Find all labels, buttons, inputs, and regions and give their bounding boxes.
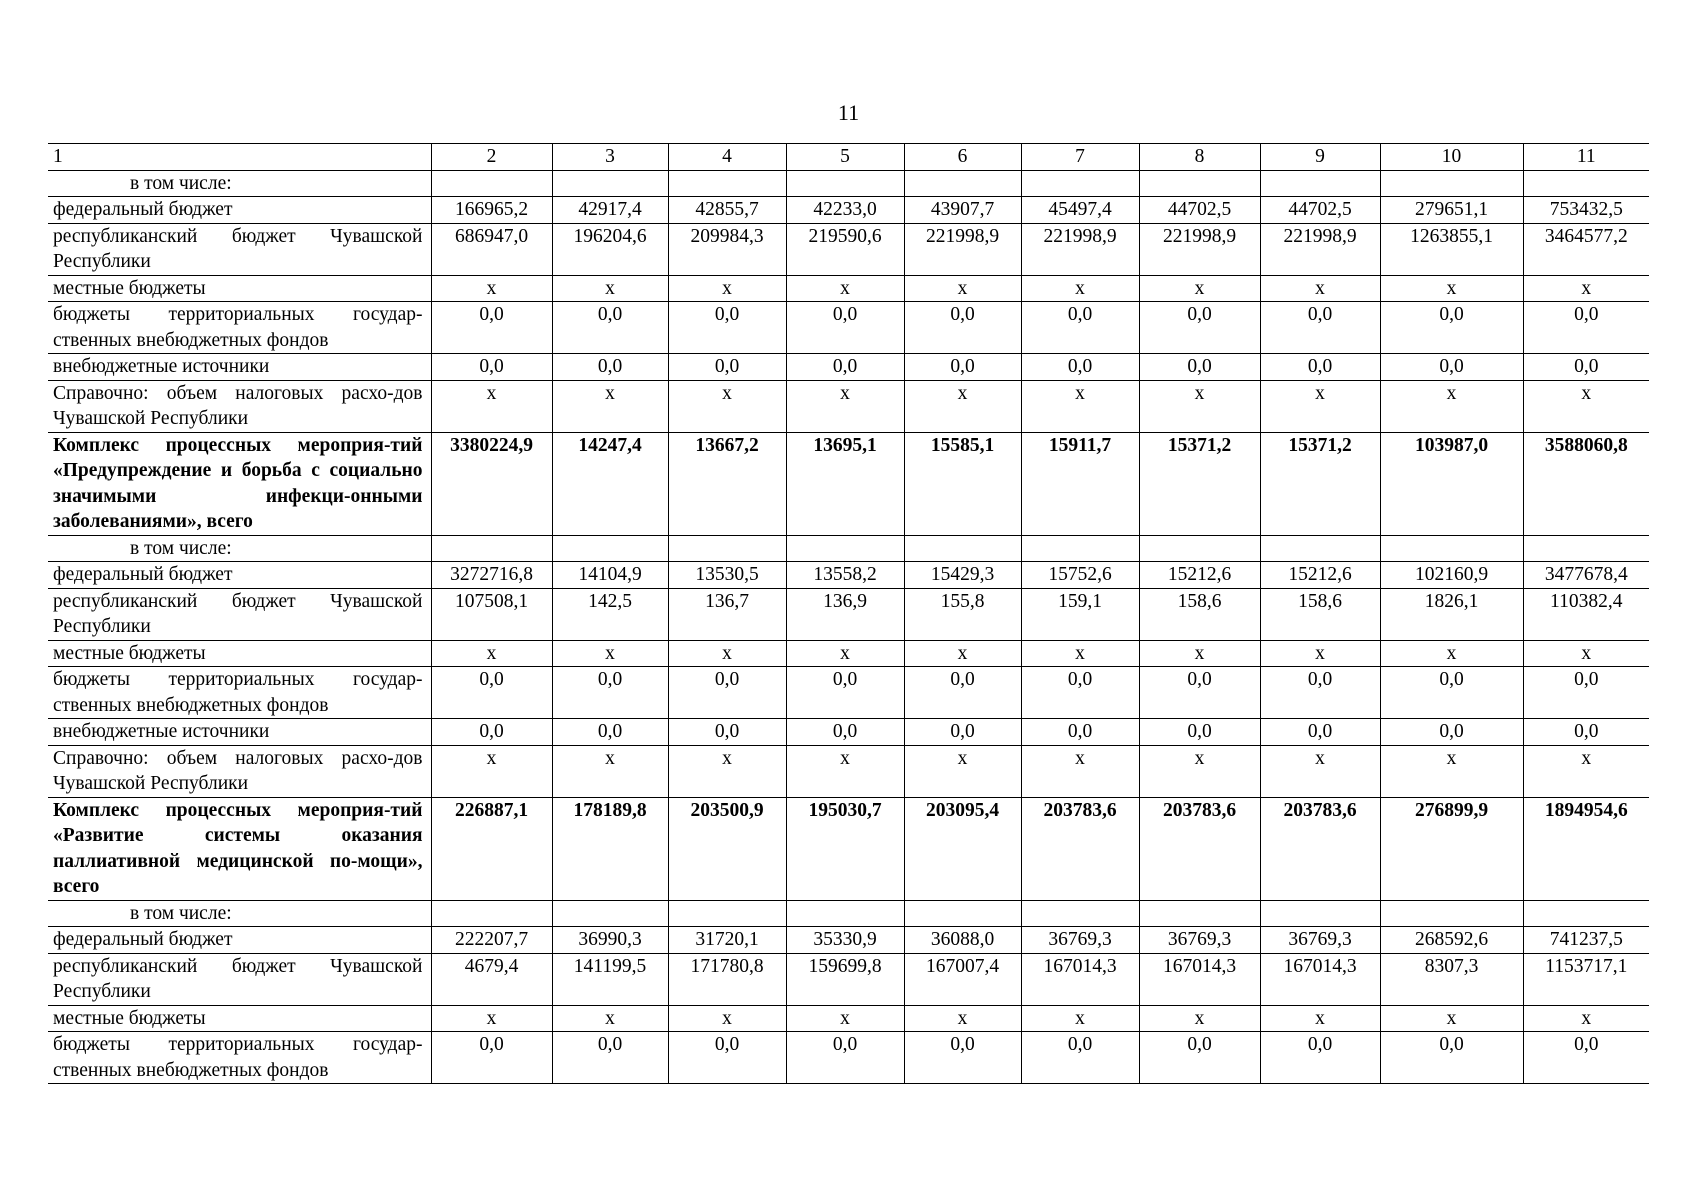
value-cell: 0,0 [786,667,904,719]
value-cell: 0,0 [1380,667,1523,719]
value-cell: x [1139,1005,1260,1032]
row-label: федеральный бюджет [48,197,431,224]
value-cell: 0,0 [1380,302,1523,354]
value-cell [786,900,904,927]
value-cell: x [786,640,904,667]
value-cell: 136,7 [668,588,786,640]
value-cell [1380,900,1523,927]
value-cell [1139,170,1260,197]
value-cell: 0,0 [1021,1032,1139,1084]
value-cell: 0,0 [552,667,668,719]
table-row [48,927,1649,954]
value-cell: x [1260,380,1380,432]
value-cell [1523,170,1649,197]
value-cell: x [904,380,1021,432]
value-cell: 0,0 [1523,1032,1649,1084]
value-cell: 107508,1 [431,588,552,640]
value-cell: 203783,6 [1260,797,1380,900]
table-body [48,170,1649,1084]
value-cell: 0,0 [1523,354,1649,381]
column-header: 10 [1380,144,1523,171]
value-cell: 142,5 [552,588,668,640]
value-cell: 171780,8 [668,953,786,1005]
value-cell: x [1523,380,1649,432]
column-header: 4 [668,144,786,171]
value-cell: x [668,275,786,302]
value-cell: x [904,745,1021,797]
value-cell: 0,0 [904,719,1021,746]
value-cell [552,900,668,927]
value-cell: x [668,1005,786,1032]
table-row [48,667,1649,719]
value-cell: 1894954,6 [1523,797,1649,900]
row-label: местные бюджеты [48,640,431,667]
value-cell: 103987,0 [1380,432,1523,535]
value-cell: 203783,6 [1139,797,1260,900]
column-header: 6 [904,144,1021,171]
table-row [48,275,1649,302]
value-cell: 0,0 [552,354,668,381]
value-cell: x [1523,275,1649,302]
value-cell: 166965,2 [431,197,552,224]
row-label: республиканский бюджет Чувашской Республики [48,953,431,1005]
value-cell: 15585,1 [904,432,1021,535]
value-cell [1380,535,1523,562]
value-cell: 0,0 [786,302,904,354]
total-row [48,432,1649,535]
value-cell: 178189,8 [552,797,668,900]
value-cell: 0,0 [1260,667,1380,719]
value-cell [1021,170,1139,197]
row-label: Комплекс процессных мероприя-тий «Развитие системы оказания паллиативной медицинской по-мощи», всего [48,797,431,900]
value-cell: 45497,4 [1021,197,1139,224]
table-row [48,223,1649,275]
column-header: 1 [48,144,431,171]
budget-table [48,143,1649,1084]
value-cell: x [786,275,904,302]
value-cell: 8307,3 [1380,953,1523,1005]
value-cell: x [1380,380,1523,432]
value-cell [1523,900,1649,927]
value-cell: 159,1 [1021,588,1139,640]
value-cell: x [552,1005,668,1032]
value-cell: 0,0 [1380,1032,1523,1084]
value-cell: 15429,3 [904,562,1021,589]
value-cell: x [786,380,904,432]
value-cell: 0,0 [904,354,1021,381]
row-label: в том числе: [48,170,431,197]
value-cell: 36990,3 [552,927,668,954]
subheading-row [48,900,1649,927]
value-cell [1260,170,1380,197]
value-cell [904,170,1021,197]
table-row [48,588,1649,640]
value-cell: 219590,6 [786,223,904,275]
value-cell: 158,6 [1260,588,1380,640]
value-cell: 167014,3 [1021,953,1139,1005]
value-cell [1021,900,1139,927]
value-cell: 3464577,2 [1523,223,1649,275]
value-cell: 195030,7 [786,797,904,900]
value-cell [1021,535,1139,562]
table-row [48,640,1649,667]
value-cell: 102160,9 [1380,562,1523,589]
value-cell: 0,0 [1260,1032,1380,1084]
value-cell: 136,9 [786,588,904,640]
value-cell: 3380224,9 [431,432,552,535]
value-cell: 158,6 [1139,588,1260,640]
row-label: республиканский бюджет Чувашской Республики [48,223,431,275]
value-cell: 0,0 [786,719,904,746]
value-cell: 36769,3 [1260,927,1380,954]
value-cell: x [1139,380,1260,432]
value-cell [668,170,786,197]
value-cell: 221998,9 [1139,223,1260,275]
row-label: федеральный бюджет [48,562,431,589]
row-label: местные бюджеты [48,1005,431,1032]
value-cell: x [1139,745,1260,797]
value-cell: x [1260,640,1380,667]
value-cell: 13667,2 [668,432,786,535]
value-cell: x [1260,745,1380,797]
value-cell [552,535,668,562]
value-cell: 0,0 [1260,302,1380,354]
value-cell: x [1380,745,1523,797]
column-header: 11 [1523,144,1649,171]
table-row [48,302,1649,354]
value-cell: 0,0 [1021,719,1139,746]
value-cell: 741237,5 [1523,927,1649,954]
value-cell: 167007,4 [904,953,1021,1005]
value-cell: 0,0 [786,354,904,381]
value-cell: x [431,275,552,302]
value-cell: 42917,4 [552,197,668,224]
value-cell: 203095,4 [904,797,1021,900]
value-cell: 221998,9 [1260,223,1380,275]
value-cell: x [668,745,786,797]
value-cell: 15752,6 [1021,562,1139,589]
value-cell: 42855,7 [668,197,786,224]
value-cell: 0,0 [1260,354,1380,381]
value-cell: 1153717,1 [1523,953,1649,1005]
row-label: внебюджетные источники [48,354,431,381]
value-cell: 0,0 [786,1032,904,1084]
row-label: бюджеты территориальных государ-ственных внебюджетных фондов [48,1032,431,1084]
value-cell: 203783,6 [1021,797,1139,900]
value-cell [1139,900,1260,927]
value-cell: 43907,7 [904,197,1021,224]
value-cell: x [668,380,786,432]
value-cell [786,170,904,197]
value-cell: 0,0 [1139,1032,1260,1084]
value-cell: 0,0 [1380,354,1523,381]
value-cell: x [786,1005,904,1032]
value-cell: x [552,640,668,667]
column-header: 5 [786,144,904,171]
row-label: бюджеты территориальных государ-ственных внебюджетных фондов [48,302,431,354]
value-cell: x [1523,745,1649,797]
value-cell: 3272716,8 [431,562,552,589]
value-cell: x [1260,275,1380,302]
row-label: внебюджетные источники [48,719,431,746]
value-cell: x [552,745,668,797]
value-cell: 0,0 [552,302,668,354]
value-cell: 1826,1 [1380,588,1523,640]
value-cell: 279651,1 [1380,197,1523,224]
value-cell: x [431,745,552,797]
row-label: в том числе: [48,535,431,562]
value-cell: 15911,7 [1021,432,1139,535]
table-row [48,562,1649,589]
value-cell: x [1523,1005,1649,1032]
value-cell [1139,535,1260,562]
value-cell: 0,0 [552,719,668,746]
value-cell: 36769,3 [1139,927,1260,954]
value-cell [1260,900,1380,927]
value-cell: 209984,3 [668,223,786,275]
value-cell: 0,0 [1139,302,1260,354]
value-cell: 167014,3 [1260,953,1380,1005]
total-row [48,797,1649,900]
value-cell [668,900,786,927]
value-cell: 0,0 [904,302,1021,354]
header-row [48,144,1649,171]
value-cell: 0,0 [1139,354,1260,381]
value-cell: 0,0 [904,1032,1021,1084]
value-cell: 0,0 [1260,719,1380,746]
value-cell: x [1260,1005,1380,1032]
value-cell: 44702,5 [1260,197,1380,224]
value-cell: x [431,1005,552,1032]
value-cell: 0,0 [431,719,552,746]
value-cell [431,170,552,197]
value-cell [668,535,786,562]
value-cell: 0,0 [668,1032,786,1084]
value-cell: x [904,640,1021,667]
value-cell: 1263855,1 [1380,223,1523,275]
value-cell: 0,0 [431,1032,552,1084]
value-cell: x [431,380,552,432]
value-cell: 0,0 [1139,719,1260,746]
value-cell: 14247,4 [552,432,668,535]
value-cell: 0,0 [1021,667,1139,719]
value-cell: x [1380,275,1523,302]
value-cell [904,535,1021,562]
value-cell [431,535,552,562]
value-cell: 0,0 [668,354,786,381]
value-cell: x [904,275,1021,302]
value-cell: 0,0 [668,667,786,719]
value-cell: 203500,9 [668,797,786,900]
row-label: Комплекс процессных мероприя-тий «Предупреждение и борьба с социально значимыми инфекци-онными заболеваниями», всего [48,432,431,535]
value-cell: 686947,0 [431,223,552,275]
page-number: 11 [837,100,860,125]
value-cell: 13530,5 [668,562,786,589]
value-cell [1523,535,1649,562]
table-row [48,197,1649,224]
value-cell: 155,8 [904,588,1021,640]
value-cell: 15212,6 [1139,562,1260,589]
value-cell: 221998,9 [1021,223,1139,275]
value-cell: 13695,1 [786,432,904,535]
value-cell: 196204,6 [552,223,668,275]
value-cell: x [1523,640,1649,667]
value-cell [786,535,904,562]
value-cell: 3588060,8 [1523,432,1649,535]
value-cell: 0,0 [1021,354,1139,381]
value-cell [904,900,1021,927]
value-cell: 0,0 [431,667,552,719]
table-row [48,380,1649,432]
value-cell: x [1139,275,1260,302]
subheading-row [48,170,1649,197]
table-row [48,953,1649,1005]
value-cell: 141199,5 [552,953,668,1005]
value-cell: 753432,5 [1523,197,1649,224]
value-cell: 0,0 [668,302,786,354]
value-cell: 15212,6 [1260,562,1380,589]
value-cell [552,170,668,197]
value-cell: x [1139,640,1260,667]
row-label: бюджеты территориальных государ-ственных внебюджетных фондов [48,667,431,719]
value-cell: 0,0 [1021,302,1139,354]
value-cell: 36769,3 [1021,927,1139,954]
value-cell: 159699,8 [786,953,904,1005]
value-cell [431,900,552,927]
value-cell: 167014,3 [1139,953,1260,1005]
value-cell: 14104,9 [552,562,668,589]
table-row [48,745,1649,797]
row-label: Справочно: объем налоговых расхо-дов Чувашской Республики [48,745,431,797]
value-cell: x [904,1005,1021,1032]
row-label: Справочно: объем налоговых расхо-дов Чувашской Республики [48,380,431,432]
subheading-row [48,535,1649,562]
value-cell: 15371,2 [1139,432,1260,535]
value-cell: 276899,9 [1380,797,1523,900]
value-cell: 42233,0 [786,197,904,224]
row-label: в том числе: [48,900,431,927]
value-cell: 0,0 [431,354,552,381]
row-label: федеральный бюджет [48,927,431,954]
value-cell: 31720,1 [668,927,786,954]
table-row [48,1032,1649,1084]
value-cell: 268592,6 [1380,927,1523,954]
value-cell: x [1021,1005,1139,1032]
value-cell: 221998,9 [904,223,1021,275]
value-cell: 36088,0 [904,927,1021,954]
value-cell: 0,0 [552,1032,668,1084]
value-cell: 4679,4 [431,953,552,1005]
table-row [48,354,1649,381]
value-cell: 0,0 [904,667,1021,719]
value-cell: 0,0 [431,302,552,354]
value-cell: x [552,380,668,432]
value-cell: 222207,7 [431,927,552,954]
value-cell: 0,0 [1523,719,1649,746]
value-cell: 44702,5 [1139,197,1260,224]
value-cell: 226887,1 [431,797,552,900]
value-cell: x [1021,380,1139,432]
value-cell: 0,0 [668,719,786,746]
row-label: республиканский бюджет Чувашской Республики [48,588,431,640]
table-row [48,1005,1649,1032]
value-cell [1260,535,1380,562]
value-cell: x [668,640,786,667]
column-header: 8 [1139,144,1260,171]
value-cell: x [1021,275,1139,302]
column-header: 3 [552,144,668,171]
value-cell: 35330,9 [786,927,904,954]
value-cell: x [1380,1005,1523,1032]
value-cell: 3477678,4 [1523,562,1649,589]
column-header: 9 [1260,144,1380,171]
column-header: 7 [1021,144,1139,171]
value-cell: x [786,745,904,797]
value-cell: 110382,4 [1523,588,1649,640]
value-cell: x [552,275,668,302]
value-cell: x [1021,745,1139,797]
table-row [48,719,1649,746]
column-header: 2 [431,144,552,171]
value-cell: 0,0 [1523,302,1649,354]
value-cell: 0,0 [1380,719,1523,746]
row-label: местные бюджеты [48,275,431,302]
value-cell: x [1021,640,1139,667]
value-cell: 0,0 [1523,667,1649,719]
value-cell [1380,170,1523,197]
value-cell: x [1380,640,1523,667]
value-cell: x [431,640,552,667]
value-cell: 0,0 [1139,667,1260,719]
value-cell: 13558,2 [786,562,904,589]
value-cell: 15371,2 [1260,432,1380,535]
